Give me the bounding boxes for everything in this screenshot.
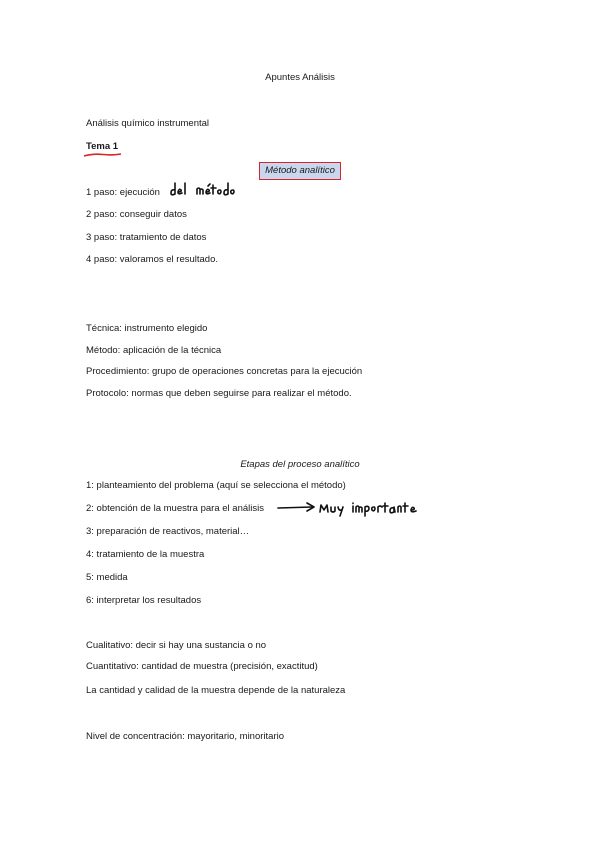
definition-line: Procedimiento: grupo de operaciones concretas para la ejecución <box>86 366 363 377</box>
stage-line: 4: tratamiento de la muestra <box>86 549 205 560</box>
analysis-line: Cualitativo: decir si hay una sustancia o no <box>86 640 267 651</box>
definition-line: Método: aplicación de la técnica <box>86 345 222 356</box>
step-line: 1 paso: ejecución <box>86 187 160 198</box>
stage-line: 1: planteamiento del problema (aquí se selecciona el método) <box>86 480 346 491</box>
analysis-line: Cuantitativo: cantidad de muestra (precisión, exactitud) <box>86 661 318 672</box>
subject-line: Análisis químico instrumental <box>86 118 210 129</box>
boxed-heading-row <box>0 160 600 180</box>
stage-line: 2: obtención de la muestra para el análisis <box>86 503 264 514</box>
definition-line: Técnica: instrumento elegido <box>86 323 208 334</box>
analysis-line: La cantidad y calidad de la muestra depende de la naturaleza <box>86 685 346 696</box>
step-line: 4 paso: valoramos el resultado. <box>86 254 219 265</box>
stages-heading: Etapas del proceso analítico <box>240 459 360 470</box>
stage-line: 5: medida <box>86 572 128 583</box>
stage-line: 3: preparación de reactivos, material… <box>86 526 250 537</box>
step-line: 3 paso: tratamiento de datos <box>86 232 207 243</box>
document-title: Apuntes Análisis <box>265 72 335 83</box>
red-underline-mark <box>83 152 123 158</box>
topic-heading: Tema 1 <box>86 141 119 152</box>
handwritten-del-metodo <box>168 180 244 200</box>
definition-line: Protocolo: normas que deben seguirse para realizar el método. <box>86 388 352 399</box>
concentration-line: Nivel de concentración: mayoritario, minoritario <box>86 731 284 742</box>
step-line: 2 paso: conseguir datos <box>86 209 187 220</box>
handwritten-arrow-muy-importante <box>276 498 436 518</box>
boxed-heading: Método analítico <box>259 162 341 180</box>
stage-line: 6: interpretar los resultados <box>86 595 202 606</box>
